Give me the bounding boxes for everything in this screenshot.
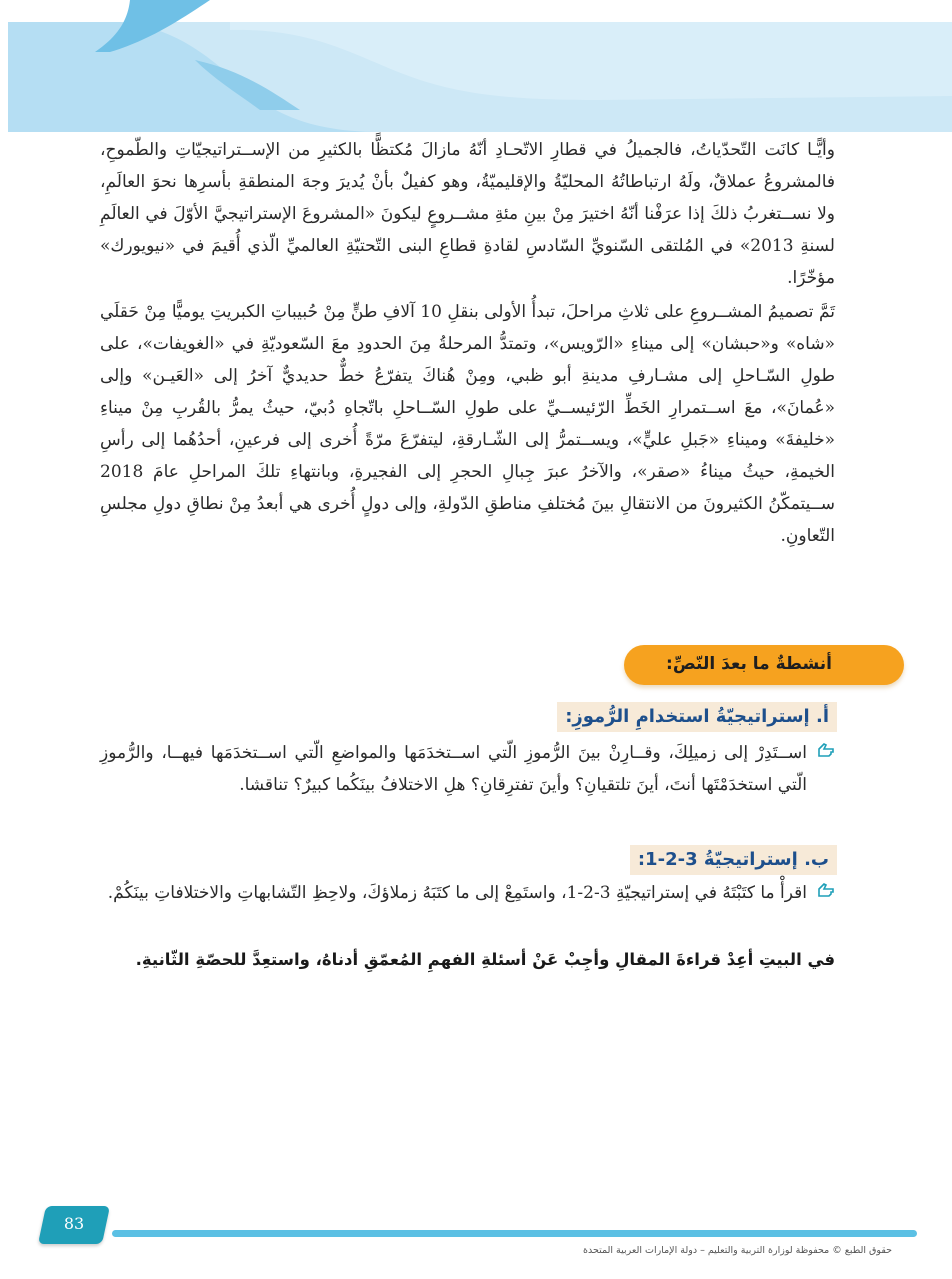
strategy-a-heading: أ. إستراتيجيّةُ استخدامِ الرُّموزِ: [557, 702, 837, 732]
activities-title: أنشطةٌ ما بعدَ النّصِّ: [666, 654, 832, 674]
homework-instruction: في البيتِ أعِدْ قراءةَ المقالِ وأجِبْ عَنْ أسئلةِ الفهمِ المُعمّقِ أدناهُ، واستعِدَّ للحصّةِ الثّانيةِ. [135, 950, 835, 969]
strategy-a-item [100, 737, 835, 801]
body-paragraph-2: تَمَّ تصميمُ المشــروعِ على ثلاثِ مراحلَ، تبدأُ الأولى بنقلِ 10 آلافِ طنٍّ مِنْ حُبيباتِ الكبريتِ يوميًّا مِنْ حَقلَي «شاه» و«حبشان» إلى ميناءِ «الرّويس»، وتمتدُّ المرحلةُ مِنَ الحدودِ معَ السّعوديّةِ في «الغويفات»، على طولِ السّـاحلِ إلى مشـارفِ مدينةِ أبو ظبي، ومِنْ هُناكَ يتفرّعُ خطٌّ حديديٌّ آخرُ إلى «العَيـن» وإلى «عُمانَ»، معَ اســتمرارِ الخَطِّ الرّئيســيِّ على طولِ السّــاحلِ باتّجاهِ دُبيّ، حيثُ يمرُّ بالقُربِ مِنْ ميناءِ «خليفةَ» وميناءِ «جَبلِ عليٍّ»، ويســتمرُّ إلى الشّـارقةِ، ليتفرّعَ مرّةً أُخرى إلى فرعينِ، أحدُهُما إلى رأسِ الخيمةِ، حيثُ ميناءُ «صقر»، والآخرُ عبرَ جِبالِ الحجرِ إلى الفجيرةِ، وبانتهاءِ تلكَ المراحلِ عامَ 2018 ســيتمكّنُ الكثيرونَ من الانتقالِ بينَ مُختلفِ مناطقِ الدّولةِ، وإلى دولٍ أُخرى هي أبعدُ مِنْ نطاقِ دولِ مجلسِ التّعاونِ. [100, 302, 835, 546]
footer-bar [112, 1230, 917, 1237]
activities-banner [624, 645, 904, 685]
strategy-b-heading: ب. إستراتيجيّةُ 3-2-1: [630, 845, 837, 875]
strategy-b-item [100, 877, 835, 909]
pointing-hand-icon [815, 881, 835, 899]
strategy-a-text: اســتَدِرْ إلى زميلِكَ، وقــارِنْ بينَ الرُّموزِ الّتي اســتخدَمَها والمواضعِ الّتي اســتخدَمَها فيهــا، والرُّموزِ الّتي استخدَمْتَها أنتَ، أينَ تلتقيانِ؟ وأينَ تفترِقانِ؟ هلِ الاختلافُ بينَكُما كبيرٌ؟ تناقشا. [100, 743, 807, 795]
strategy-b-text: اقرأْ ما كتَبْتَهُ في إستراتيجيّةِ 3-2-1، واستَمِعْ إلى ما كتَبَهُ زملاؤكَ، ولاحِظِ التّشابهاتِ والاختلافاتِ بينَكُمْ. [107, 883, 807, 903]
pointing-hand-icon [815, 741, 835, 759]
page-number: 83 [63, 1214, 85, 1233]
header-wave-band [0, 0, 952, 140]
body-paragraph-1: وأيًّـا كانَت التّحدّياتُ، فالجميلُ في قطارِ الاتّحـادِ أنّهُ مازالَ مُكتظًّا بالكثيرِ من الإســتراتيجيّاتِ والطّموحِ، فالمشروعُ عملاقٌ، ولَهُ ارتباطاتُهُ المحليّةُ والإقليميّةُ، وهو كفيلٌ بأنْ يُديرَ وجهَ المنطقةِ بأسرِها نحوَ العالَمِ، ولا نســتغربُ ذلكَ إذا عرَفْنا أنّهُ اختيرَ مِنْ بينِ مئةِ مشــروعٍ ليكونَ «المشروعَ الإستراتيجيَّ الأوّلَ في العالَمِ لسنةِ 2013» في المُلتقى السّنويِّ السّادسِ لقادةِ قطاعِ البنى التّحتيّةِ العالميِّ الّذي أُقيمَ في «نيويورك» مؤخّرًا. [100, 140, 835, 288]
copyright-notice: حقوق الطبع © محفوظة لوزارة التربية والتعليم – دولة الإمارات العربية المتحدة [583, 1245, 892, 1256]
